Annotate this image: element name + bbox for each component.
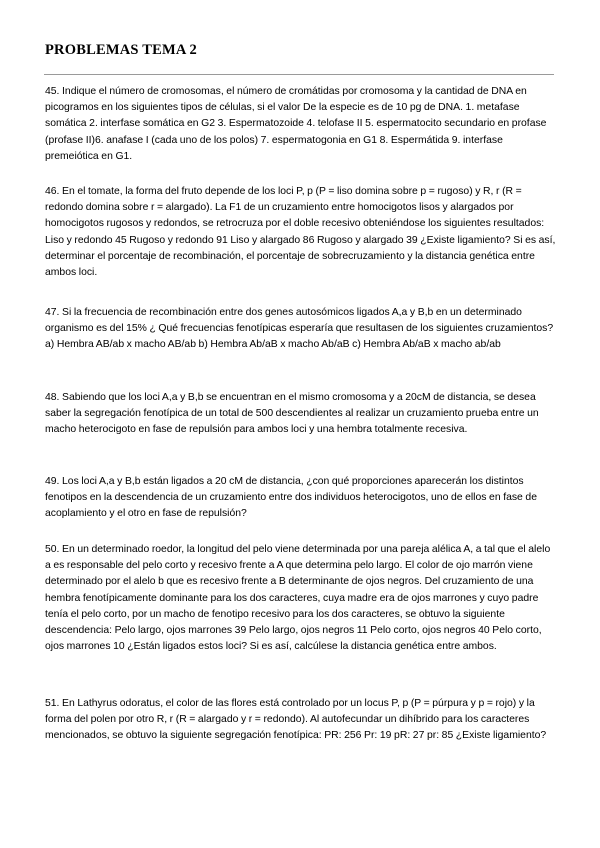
problem-45: 45. Indique el número de cromosomas, el número de cromátidas por cromosoma y la cantidad de DNA en picogramos en los siguientes tipos de células, si el valor De la especie es de 10 pg de DNA. 1. metafase somática 2. interfase somática en G2 3. Espermatozoide 4. telofase II 5. espermatocito secundario en profase (profase II)6. anafase I (cada uno de los polos) 7. espermatogonia en G1 8. Espermátida 9. interfase premeiótica en G1.: [45, 86, 547, 162]
problem-46: 46. En el tomate, la forma del fruto depende de los loci P, p (P = liso domina sobre p = rugoso) y R, r (R = redondo domina sobre r = alargado). La F1 de un cruzamiento entre homocigotos lisos y alargados por homocigotos rugosos y redondos, se retrocruza por el doble recesivo obteniéndose los siguientes resultados: Liso y redondo 45 Rugoso y redondo 91 Liso y alargado 86 Rugoso y alargado 39 ¿Existe ligamiento? Si es así, determinar el porcentaje de recombinación, el porcentaje de sobrecruzamiento y la distancia genética entre ambos loci.: [45, 186, 556, 279]
problem-49: 49. Los loci A,a y B,b están ligados a 20 cM de distancia, ¿con qué proporciones aparecerán los distintos fenotipos en la descendencia de un cruzamiento entre dos individuos heterocigotos, uno de ellos en fase de acoplamiento y el otro en fase de repulsión?: [45, 476, 537, 520]
problem-50: 50. En un determinado roedor, la longitud del pelo viene determinada por una pareja alélica A, a tal que el alelo a es responsable del pelo corto y recesivo frente a A que determina pelo largo. El color de ojo marrón viene determinado por el alelo b que es recesivo frente a B determinante de ojos negros. Del cruzamiento de una hembra fenotípicamente dominante para los dos caracteres, cuya madre era de ojos marrones y cuyo padre tenía el pelo corto, por un macho de fenotipo recesivo para los dos caracteres, se obtuvo la siguiente descendencia: Pelo largo, ojos marrones 39 Pelo largo, ojos negros 11 Pelo corto, ojos negros 40 Pelo corto, ojos marrones 10 ¿Están ligados estos loci? Si es así, calcúlese la distancia genética entre ambos.: [45, 544, 551, 653]
problem-51: 51. En Lathyrus odoratus, el color de las flores está controlado por un locus P, p (P = púrpura y p = rojo) y la forma del polen por otro R, r (R = alargado y r = redondo). Al autofecundar un dihíbrido para los caracteres mencionados, se obtuvo la siguiente segregación fenotípica: PR: 256 Pr: 19 pR: 27 pr: 85 ¿Existe ligamiento?: [45, 698, 547, 742]
problem-47: 47. Si la frecuencia de recombinación entre dos genes autosómicos ligados A,a y B,b en un determinado organismo es del 15% ¿ Qué frecuencias fenotípicas esperaría que resultasen de los siguientes cruzamientos? a) Hembra AB/ab x macho AB/ab b) Hembra Ab/aB x macho Ab/aB c) Hembra Ab/aB x macho ab/ab: [45, 307, 554, 351]
title-divider: [44, 74, 554, 75]
problem-48: 48. Sabiendo que los loci A,a y B,b se encuentran en el mismo cromosoma y a 20cM de distancia, se desea saber la segregación fenotípica de un total de 500 descendientes al realizar un cruzamiento prueba entre un macho heterocigoto en fase de repulsión para ambos loci y una hembra totalmente recesiva.: [45, 392, 539, 436]
page-title: PROBLEMAS TEMA 2: [45, 42, 197, 58]
